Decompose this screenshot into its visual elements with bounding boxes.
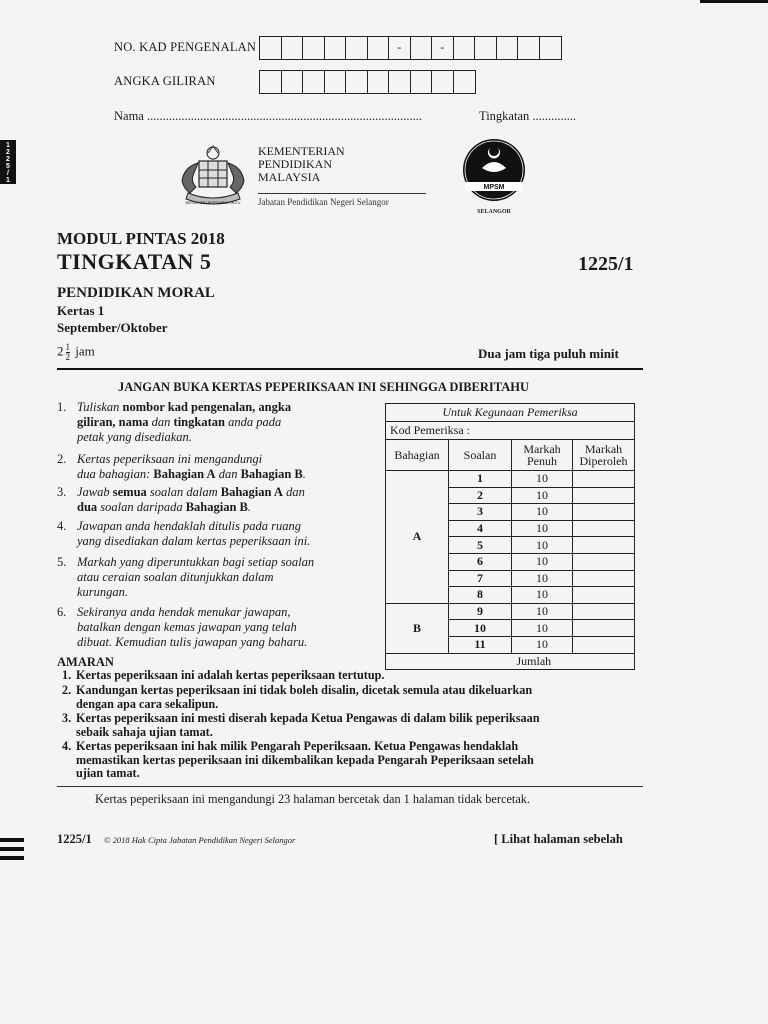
side-code-char: 2: [6, 156, 10, 163]
question-number: 7: [449, 570, 512, 587]
warning-line: Kertas peperiksaan ini adalah kertas peperiksaan tertutup.: [76, 668, 385, 682]
index-box[interactable]: [454, 71, 476, 93]
full-mark: 10: [512, 553, 573, 570]
scan-mark: [700, 0, 768, 3]
index-box[interactable]: [368, 71, 390, 93]
warning-text: [76, 684, 646, 711]
divider-bottom: [57, 786, 643, 787]
ic-box[interactable]: [368, 37, 390, 59]
ic-box[interactable]: [303, 37, 325, 59]
col-section: Bahagian: [386, 440, 449, 471]
instruction-text: Sekiranya anda hendak menukar jawapan, batalkan dengan kemas jawapan yang telah dibuat. Kemudian tulis jawapan yang baharu.: [77, 605, 308, 649]
question-number: 3: [449, 504, 512, 521]
instruction-text: Jawapan anda hendaklah ditulis pada ruang yang disediakan dalam kertas peperiksaan ini.: [77, 519, 311, 548]
col-full-mark-2: Penuh: [527, 454, 557, 468]
question-number: 9: [449, 603, 512, 620]
question-number: 5: [449, 537, 512, 554]
warning-line: Kertas peperiksaan ini mesti diserah kepada Ketua Pengawas di dalam bilik peperiksaan: [76, 711, 540, 725]
full-mark: 10: [512, 570, 573, 587]
question-number: 4: [449, 520, 512, 537]
table-caption: Untuk Kegunaan Pemeriksa: [386, 404, 635, 422]
warning-line: sebaik sahaja ujian tamat.: [76, 724, 213, 739]
col-full-mark-1: Markah: [523, 442, 561, 456]
ministry-line2: PENDIDIKAN: [258, 157, 332, 171]
divider-thick: [57, 368, 643, 370]
warning-line: Kandungan kertas peperiksaan ini tidak boleh disalin, dicetak semula atau dikeluarkan: [76, 683, 533, 697]
index-box[interactable]: [260, 71, 282, 93]
question-number: 11: [449, 636, 512, 653]
ic-box[interactable]: [497, 37, 519, 59]
col-full-mark: [512, 440, 573, 471]
full-mark: 10: [512, 620, 573, 637]
section-a-label: A: [386, 471, 449, 604]
col-obtained: [573, 440, 635, 471]
obtained-mark-field[interactable]: [573, 520, 635, 537]
form-dots: ..............: [532, 109, 577, 123]
ministry-line3: MALAYSIA: [258, 170, 321, 184]
amaran-title: AMARAN: [57, 655, 114, 669]
ministry-rule: [258, 193, 426, 194]
mpsm-logo: [456, 138, 534, 210]
crest-motto: BERSEKUTU BERTAMBAH MUTU: [185, 201, 241, 205]
mpsm-abbr: MPSM: [483, 184, 505, 191]
ic-box[interactable]: -: [432, 37, 454, 59]
side-code-char: 1: [6, 177, 10, 184]
ic-box[interactable]: [260, 37, 282, 59]
ic-box[interactable]: [282, 37, 304, 59]
full-mark: 10: [512, 471, 573, 488]
index-box[interactable]: [411, 71, 433, 93]
index-number-boxes[interactable]: [259, 70, 476, 94]
amaran-list: [62, 669, 652, 784]
warning-number: 4.: [62, 739, 72, 753]
obtained-mark-field[interactable]: [573, 620, 635, 637]
warning-line: Kertas peperiksaan ini hak milik Pengarah Peperiksaan. Ketua Pengawas hendaklah: [76, 739, 519, 753]
instruction-number: 1.: [57, 400, 67, 414]
obtained-mark-field[interactable]: [573, 537, 635, 554]
obtained-mark-field[interactable]: [573, 636, 635, 653]
ic-box[interactable]: [540, 37, 562, 59]
total-label: Jumlah: [449, 653, 635, 670]
edge-mark-2: [0, 847, 24, 851]
ic-box[interactable]: [346, 37, 368, 59]
index-box[interactable]: [303, 71, 325, 93]
exam-session: September/Oktober: [57, 320, 168, 335]
index-box[interactable]: [346, 71, 368, 93]
duration-num: 1: [65, 342, 70, 352]
section-b-label: B: [386, 603, 449, 653]
paper-number: Kertas 1: [57, 303, 105, 318]
full-mark: 10: [512, 587, 573, 604]
paper-code: 1225/1: [578, 253, 634, 275]
full-mark: 10: [512, 636, 573, 653]
duration: [57, 343, 95, 362]
obtained-mark-field[interactable]: [573, 587, 635, 604]
full-mark: 10: [512, 504, 573, 521]
warning-text: [76, 740, 646, 781]
table-row: [386, 603, 635, 620]
warning-line: dengan apa cara sekalipun.: [76, 696, 219, 711]
instruction-number: 5.: [57, 555, 67, 569]
index-label: ANGKA GILIRAN: [114, 74, 216, 88]
duration-fraction: [66, 343, 71, 362]
footer-next-page: [ Lihat halaman sebelah: [494, 832, 623, 846]
side-code: [0, 140, 16, 184]
warning-number: 2.: [62, 683, 72, 697]
page-count: Kertas peperiksaan ini mengandungi 23 halaman bercetak dan 1 halaman tidak bercetak.: [95, 792, 530, 806]
ministry-name: [258, 145, 345, 184]
ic-box[interactable]: [454, 37, 476, 59]
ic-box[interactable]: -: [389, 37, 411, 59]
warning-title: JANGAN BUKA KERTAS PEPERIKSAAN INI SEHINGGA DIBERITAHU: [118, 380, 529, 394]
instruction-text: Tuliskan nombor kad pengenalan, angka giliran, nama dan tingkatan anda pada petak yang disediakan.: [77, 400, 292, 444]
ic-box[interactable]: [411, 37, 433, 59]
col-obtained-2: Diperoleh: [579, 454, 628, 468]
instruction-number: 3.: [57, 485, 67, 499]
instructions-list: [57, 400, 382, 660]
name-dots: ........................................................................................: [146, 109, 422, 123]
footer-code: 1225/1: [57, 832, 92, 846]
instruction-number: 4.: [57, 519, 67, 533]
warning-number: 3.: [62, 711, 72, 725]
form-line[interactable]: [479, 109, 576, 124]
ic-box[interactable]: [475, 37, 497, 59]
obtained-mark-field[interactable]: [573, 603, 635, 620]
table-row: [386, 471, 635, 488]
instruction-text: Markah yang diperuntukkan bagi setiap soalan atau ceraian soalan ditunjukkan dalam kurungan.: [77, 555, 315, 599]
obtained-mark-field[interactable]: [573, 504, 635, 521]
side-code-char: 1: [6, 142, 10, 149]
instruction-number: 6.: [57, 605, 67, 619]
footer-copyright: © 2018 Hak Cipta Jabatan Pendidikan Negeri Selangor: [104, 835, 296, 845]
obtained-mark-field[interactable]: [573, 471, 635, 488]
subject-title: PENDIDIKAN MORAL: [57, 285, 215, 301]
warning-number: 1.: [62, 668, 72, 682]
ic-box[interactable]: [518, 37, 540, 59]
side-code-char: 2: [6, 149, 10, 156]
full-mark: 10: [512, 520, 573, 537]
col-obtained-1: Markah: [584, 442, 623, 456]
edge-mark-3: [0, 856, 24, 860]
mpsm-state: SELANGOR: [477, 209, 511, 215]
examiner-table: [385, 403, 635, 670]
side-code-char: /: [7, 170, 9, 177]
question-number: 6: [449, 553, 512, 570]
index-box[interactable]: [432, 71, 454, 93]
department-name: Jabatan Pendidikan Negeri Selangor: [258, 197, 389, 207]
duration-den: 2: [65, 352, 70, 362]
ic-number-boxes[interactable]: [259, 36, 562, 60]
question-number: 8: [449, 587, 512, 604]
full-mark: 10: [512, 487, 573, 504]
module-title: MODUL PINTAS 2018: [57, 229, 225, 248]
warning-text: [76, 712, 646, 739]
name-line[interactable]: [114, 109, 422, 124]
question-number: 1: [449, 471, 512, 488]
side-code-char: 5: [6, 163, 10, 170]
ic-label: NO. KAD PENGENALAN: [114, 40, 257, 54]
examiner-code[interactable]: Kod Pemeriksa :: [386, 422, 635, 440]
warning-line: memastikan kertas peperiksaan ini dikembalikan kepada Pengarah Peperiksaan setelah: [76, 752, 534, 767]
name-label: Nama: [114, 109, 144, 123]
duration-words: Dua jam tiga puluh minit: [478, 346, 619, 361]
instruction-text: Kertas peperiksaan ini mengandungi dua bahagian: Bahagian A dan Bahagian B.: [77, 452, 306, 481]
instruction-number: 2.: [57, 452, 67, 466]
index-box[interactable]: [282, 71, 304, 93]
question-number: 10: [449, 620, 512, 637]
obtained-mark-field[interactable]: [573, 553, 635, 570]
duration-unit: jam: [75, 343, 95, 359]
edge-mark-1: [0, 838, 24, 842]
form-title: TINGKATAN 5: [57, 249, 212, 274]
malaysia-crest-logo: [170, 143, 256, 209]
form-label: Tingkatan: [479, 109, 530, 123]
col-question: Soalan: [449, 440, 512, 471]
ministry-line1: KEMENTERIAN: [258, 144, 345, 158]
index-box[interactable]: [389, 71, 411, 93]
full-mark: 10: [512, 537, 573, 554]
index-box[interactable]: [325, 71, 347, 93]
full-mark: 10: [512, 603, 573, 620]
ic-box[interactable]: [325, 37, 347, 59]
question-number: 2: [449, 487, 512, 504]
duration-whole: 2: [57, 343, 64, 359]
instruction-text: Jawab semua soalan dalam Bahagian A dan dua soalan daripada Bahagian B.: [77, 485, 305, 514]
obtained-mark-field[interactable]: [573, 570, 635, 587]
warning-line: ujian tamat.: [76, 766, 140, 780]
warning-text: [76, 669, 646, 683]
obtained-mark-field[interactable]: [573, 487, 635, 504]
